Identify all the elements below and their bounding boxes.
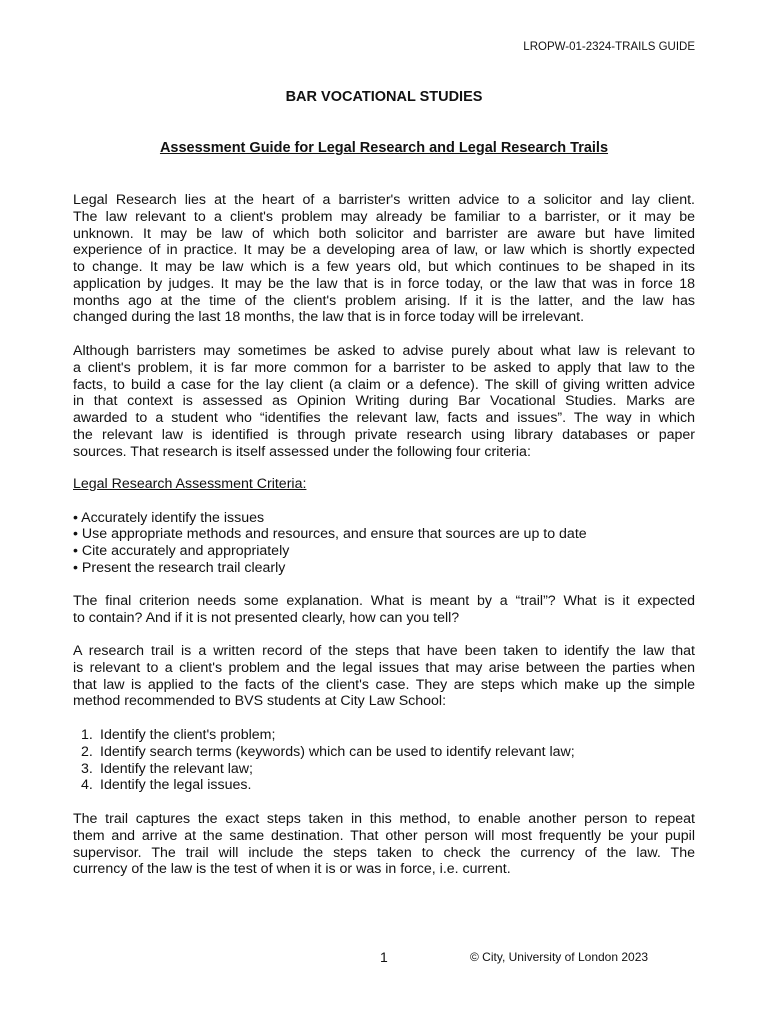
- criteria-section: [73, 476, 695, 577]
- text-line: The law relevant to a client's problem may already be familiar to a barrister, or it may be: [73, 208, 695, 225]
- text-line: changed during the last 18 months, the law that is in force today will be irrelevant.: [73, 309, 585, 326]
- list-item: • Cite accurately and appropriately: [73, 543, 290, 559]
- text-line: the relevant law is identified is through private research using library databases or paper: [73, 426, 695, 443]
- text-line: unknown. It may be law of which both solicitor and barrister are aware but have limited: [73, 225, 695, 242]
- step-number: 3.: [81, 760, 93, 777]
- text-line: that law is applied to the facts of the client's case. They are steps which make up the simple: [73, 676, 695, 693]
- paragraph-intro: [73, 192, 695, 326]
- text-line: currency of the law is the test of when it is or was in force, i.e. current.: [73, 861, 511, 878]
- paragraph-trail-steps: [73, 811, 695, 878]
- criteria-list: [73, 510, 695, 577]
- text-line: to contain? And if it is not presented clearly, how can you tell?: [73, 609, 460, 626]
- text-line: method recommended to BVS students at City Law School:: [73, 693, 447, 710]
- step-text: Identify the client's problem;: [100, 727, 276, 743]
- list-item: • Accurately identify the issues: [73, 509, 265, 526]
- text-line: supervisor. The trail will include the steps taken to check the currency of the law. The: [73, 844, 695, 861]
- text-line: in that context is assessed as Opinion Writing during Bar Vocational Studies. Marks are: [73, 393, 695, 410]
- text-line: months ago at the time of the client's problem arising. If it is the latter, and the law has: [73, 292, 695, 309]
- text-line: Legal Research lies at the heart of a barrister's written advice to a solicitor and lay client.: [73, 192, 695, 208]
- list-item: [73, 727, 695, 744]
- text-line: A research trail is a written record of the steps that have been taken to identify the law that: [73, 643, 695, 659]
- page-subtitle: Assessment Guide for Legal Research and Legal Research Trails: [159, 140, 609, 156]
- text-line: is relevant to a client's problem and the legal issues that may arise between the parties when: [73, 659, 695, 676]
- list-item: • Use appropriate methods and resources, and ensure that sources are up to date: [73, 526, 587, 543]
- text-line: The trail captures the exact steps taken in this method, to enable another person to repeat: [73, 811, 695, 827]
- text-line: application by judges. It may be the law that is in force today, or the law that was in force 18: [73, 275, 695, 292]
- text-line: to change. It may be law which is a few years old, but which continues to be shaped in its: [73, 259, 695, 275]
- text-line: experience of in practice. It may be a developing area of law, or law which is shortly expected: [73, 242, 695, 259]
- text-line: awarded to a student who “identifies the relevant law, facts and issues”. The way in which: [73, 410, 695, 426]
- document-code: LROPW-01-2324-TRAILS GUIDE: [523, 41, 695, 53]
- text-line: Although barristers may sometimes be asked to advise purely about what law is relevant to: [73, 343, 695, 359]
- text-line: sources. That research is itself assessed under the following four criteria:: [73, 443, 531, 460]
- list-item: [73, 744, 695, 761]
- step-number: 1.: [81, 727, 93, 743]
- paragraph-opinion-writing: [73, 343, 695, 460]
- copyright: © City, University of London 2023: [470, 950, 649, 964]
- step-text: Identify the relevant law;: [100, 760, 253, 777]
- criteria-heading: Legal Research Assessment Criteria:: [73, 476, 307, 492]
- text-line: them and arrive at the same destination. That other person will most frequently be your pupil: [73, 827, 695, 844]
- paragraph-research-trail: [73, 643, 695, 710]
- text-line: facts, to build a case for the lay client (a claim or a defence). The skill of giving written advice: [73, 376, 695, 393]
- steps-list: [73, 727, 695, 794]
- list-item: [73, 777, 695, 794]
- step-text: Identify the legal issues.: [100, 777, 252, 794]
- page-number: 1: [380, 949, 388, 965]
- step-number: 2.: [81, 743, 93, 760]
- text-line: a client's problem, it is far more common for a barrister to be asked to apply that law to the: [73, 359, 695, 376]
- page-title: BAR VOCATIONAL STUDIES: [285, 89, 483, 105]
- list-item: [73, 761, 695, 778]
- step-text: Identify search terms (keywords) which can be used to identify relevant law;: [100, 743, 575, 760]
- paragraph-final-criterion: [73, 593, 695, 627]
- text-line: The final criterion needs some explanation. What is meant by a “trail”? What is it expected: [73, 593, 695, 609]
- list-item: • Present the research trail clearly: [73, 559, 286, 576]
- step-number: 4.: [81, 777, 93, 794]
